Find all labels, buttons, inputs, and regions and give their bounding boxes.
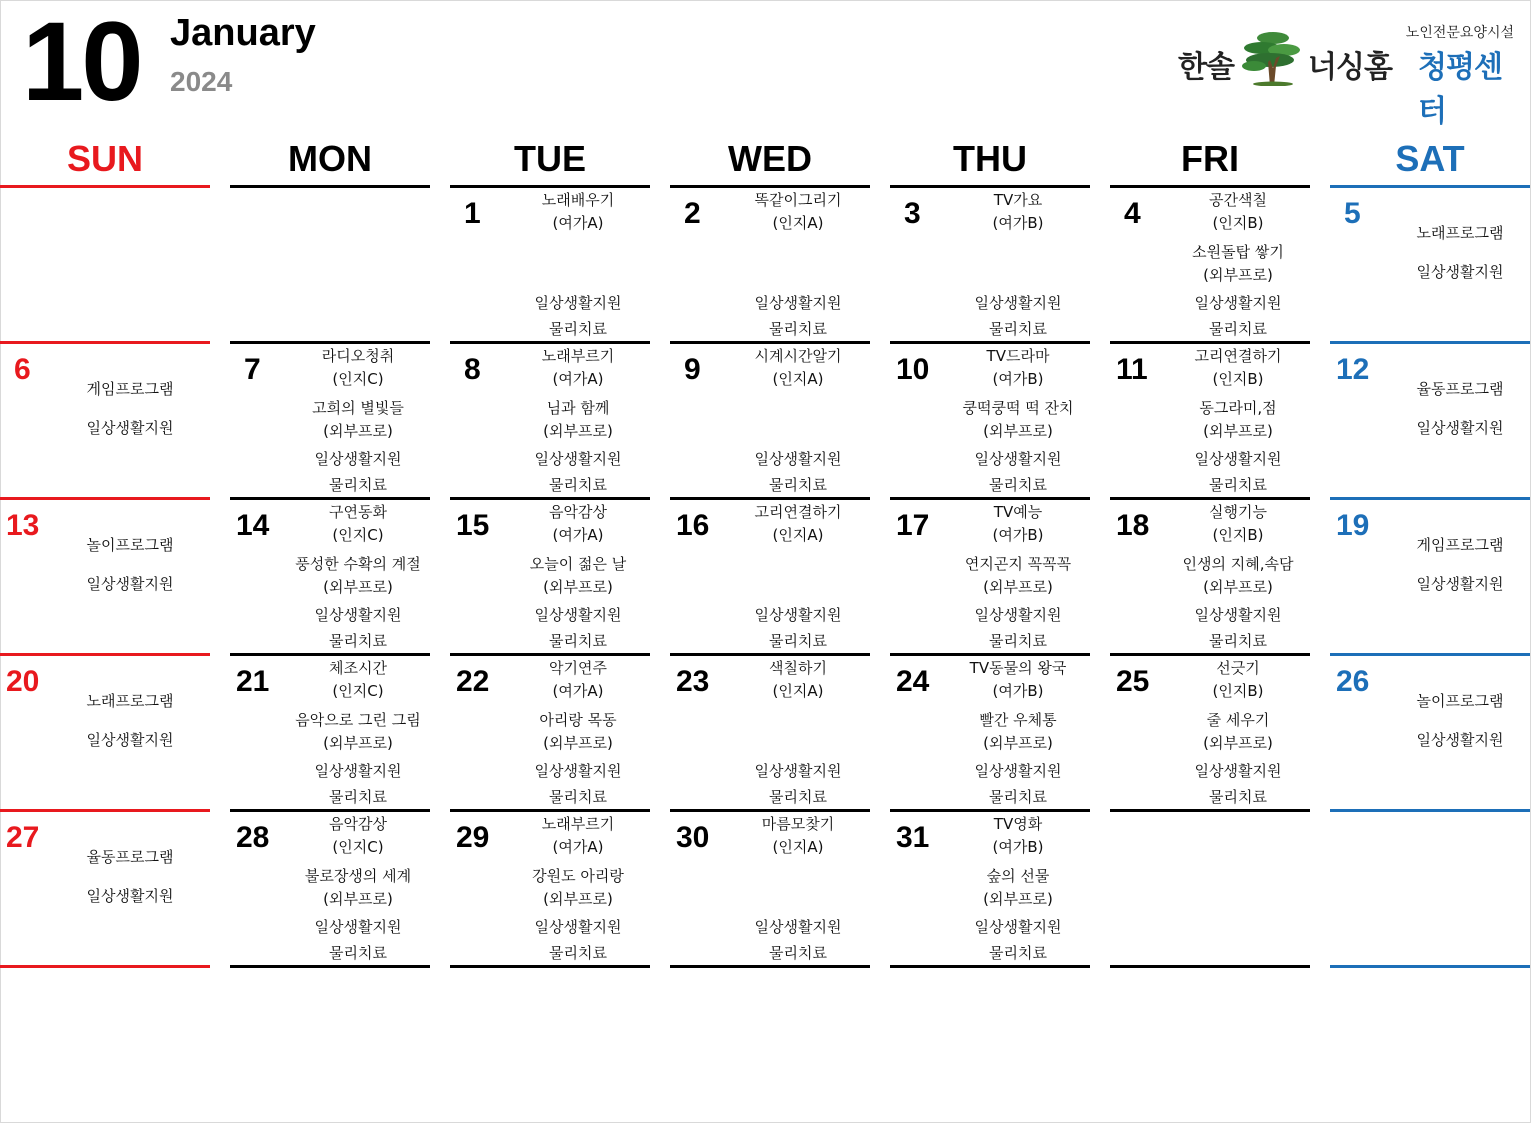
outside-program-group: (외부프로)	[543, 890, 613, 908]
daily-support: 일상생활지원	[86, 887, 174, 905]
week-divider	[230, 341, 430, 344]
activity-group: (인지C)	[332, 838, 384, 856]
activity-group: (여가A)	[552, 214, 604, 232]
physical-therapy: 물리치료	[769, 632, 827, 650]
daily-support: 일상생활지원	[974, 450, 1062, 468]
physical-therapy: 물리치료	[769, 476, 827, 494]
daily-support: 일상생활지원	[534, 450, 622, 468]
day-number: 5	[1344, 197, 1361, 230]
physical-therapy: 물리치료	[549, 788, 607, 806]
physical-therapy: 물리치료	[989, 944, 1047, 962]
daily-support: 일상생활지원	[974, 606, 1062, 624]
week-divider	[1330, 809, 1530, 812]
daily-support: 일상생활지원	[1416, 575, 1504, 593]
activity-title: 라디오청취	[321, 347, 395, 365]
outside-program: 님과 함께	[546, 399, 610, 417]
activity-title: TV영화	[993, 815, 1043, 833]
physical-therapy: 물리치료	[329, 632, 387, 650]
month-title: January	[170, 12, 316, 54]
week-divider	[1330, 497, 1530, 500]
weekend-program: 율동프로그램	[86, 848, 174, 866]
day-number: 2	[684, 197, 701, 230]
day-number: 22	[456, 665, 490, 698]
physical-therapy: 물리치료	[549, 632, 607, 650]
week-divider	[890, 653, 1090, 656]
day-number: 8	[464, 353, 481, 386]
daily-support: 일상생활지원	[314, 606, 402, 624]
outside-program: 오늘이 젊은 날	[529, 555, 627, 573]
outside-program-group: (외부프로)	[983, 734, 1053, 752]
daily-support: 일상생활지원	[86, 731, 174, 749]
activity-group: (여가A)	[552, 370, 604, 388]
daily-support: 일상생활지원	[534, 918, 622, 936]
activity-group: (여가B)	[992, 838, 1044, 856]
weekend-program: 게임프로그램	[1416, 536, 1504, 554]
activity-group: (인지B)	[1212, 526, 1264, 544]
activity-title: 구연동화	[329, 503, 387, 521]
outside-program-group: (외부프로)	[323, 890, 393, 908]
outside-program-group: (외부프로)	[1203, 266, 1273, 284]
daily-support: 일상생활지원	[534, 606, 622, 624]
daily-support: 일상생활지원	[754, 762, 842, 780]
week-divider	[670, 497, 870, 500]
week-divider	[230, 809, 430, 812]
daily-support: 일상생활지원	[974, 762, 1062, 780]
week-divider	[1330, 341, 1530, 344]
daily-support: 일상생활지원	[534, 762, 622, 780]
weekend-program: 놀이프로그램	[86, 536, 174, 554]
activity-group: (인지C)	[332, 682, 384, 700]
day-number: 13	[6, 509, 40, 542]
day-number: 6	[14, 353, 31, 386]
week-divider	[1110, 965, 1310, 968]
activity-title: 고리연결하기	[1194, 347, 1282, 365]
day-number: 26	[1336, 665, 1370, 698]
week-divider	[450, 185, 650, 188]
week-divider	[890, 497, 1090, 500]
physical-therapy: 물리치료	[769, 944, 827, 962]
outside-program: 풍성한 수확의 계절	[295, 555, 421, 573]
daily-support: 일상생활지원	[1194, 606, 1282, 624]
daily-support: 일상생활지원	[754, 606, 842, 624]
day-number: 9	[684, 353, 701, 386]
activity-group: (여가B)	[992, 370, 1044, 388]
day-number: 30	[676, 821, 710, 854]
day-number: 10	[896, 353, 930, 386]
week-divider	[450, 965, 650, 968]
weekend-program: 게임프로그램	[86, 380, 174, 398]
weekday-header-tue: TUE	[514, 138, 586, 179]
logo-name-part2: 너싱홈	[1308, 50, 1392, 85]
week-divider	[670, 653, 870, 656]
weekday-header-wed: WED	[728, 138, 812, 179]
activity-title: 실행기능	[1209, 503, 1267, 521]
physical-therapy: 물리치료	[329, 788, 387, 806]
activity-group: (인지A)	[772, 370, 824, 388]
daily-support: 일상생활지원	[1416, 263, 1504, 281]
day-number: 4	[1124, 197, 1141, 230]
activity-title: 마름모찾기	[761, 815, 835, 833]
week-divider	[1330, 965, 1530, 968]
weekend-program: 노래프로그램	[86, 692, 174, 710]
outside-program: 연지곤지 꼭꼭꼭	[964, 555, 1072, 573]
day-number: 25	[1116, 665, 1150, 698]
activity-group: (인지B)	[1212, 370, 1264, 388]
physical-therapy: 물리치료	[329, 476, 387, 494]
day-number: 15	[456, 509, 490, 542]
activity-group: (여가A)	[552, 838, 604, 856]
day-number: 1	[464, 197, 481, 230]
activity-group: (여가A)	[552, 526, 604, 544]
calendar-number: 10	[22, 0, 141, 124]
day-number: 17	[896, 509, 930, 542]
day-number: 16	[676, 509, 710, 542]
activity-title: TV드라마	[986, 347, 1050, 365]
weekend-program: 율동프로그램	[1416, 380, 1504, 398]
week-divider	[0, 341, 210, 344]
daily-support: 일상생활지원	[314, 762, 402, 780]
activity-group: (인지A)	[772, 214, 824, 232]
activity-group: (인지B)	[1212, 214, 1264, 232]
week-divider	[670, 185, 870, 188]
day-number: 23	[676, 665, 710, 698]
outside-program-group: (외부프로)	[983, 890, 1053, 908]
activity-title: 악기연주	[549, 659, 607, 677]
activity-group: (인지B)	[1212, 682, 1264, 700]
physical-therapy: 물리치료	[989, 320, 1047, 338]
physical-therapy: 물리치료	[549, 476, 607, 494]
daily-support: 일상생활지원	[1194, 450, 1282, 468]
daily-support: 일상생활지원	[314, 450, 402, 468]
outside-program-group: (외부프로)	[323, 422, 393, 440]
week-divider	[230, 965, 430, 968]
week-divider	[450, 653, 650, 656]
weekday-header-mon: MON	[288, 138, 372, 179]
weekday-header-sat: SAT	[1395, 138, 1465, 179]
outside-program-group: (외부프로)	[323, 734, 393, 752]
daily-support: 일상생활지원	[1416, 731, 1504, 749]
logo-name-part1: 한솔	[1178, 50, 1234, 85]
week-divider	[1110, 341, 1310, 344]
week-divider	[890, 185, 1090, 188]
outside-program: 쿵떡쿵떡 떡 잔치	[962, 399, 1074, 417]
activity-group: (인지A)	[772, 682, 824, 700]
outside-program-group: (외부프로)	[543, 422, 613, 440]
daily-support: 일상생활지원	[754, 294, 842, 312]
physical-therapy: 물리치료	[549, 944, 607, 962]
day-number: 29	[456, 821, 490, 854]
outside-program: 동그라미,점	[1199, 399, 1277, 417]
outside-program-group: (외부프로)	[543, 734, 613, 752]
physical-therapy: 물리치료	[989, 476, 1047, 494]
day-number: 7	[244, 353, 261, 386]
daily-support: 일상생활지원	[314, 918, 402, 936]
physical-therapy: 물리치료	[989, 632, 1047, 650]
physical-therapy: 물리치료	[1209, 320, 1267, 338]
weekday-header-thu: THU	[953, 138, 1027, 179]
physical-therapy: 물리치료	[769, 320, 827, 338]
activity-group: (여가B)	[992, 526, 1044, 544]
activity-title: 체조시간	[329, 659, 387, 677]
activity-title: 노래부르기	[541, 815, 615, 833]
week-divider	[1110, 809, 1310, 812]
week-divider	[450, 809, 650, 812]
activity-title: 선긋기	[1216, 659, 1260, 677]
physical-therapy: 물리치료	[549, 320, 607, 338]
week-divider	[890, 809, 1090, 812]
activity-title: TV가요	[993, 191, 1043, 209]
day-number: 24	[896, 665, 930, 698]
weekend-program: 놀이프로그램	[1416, 692, 1504, 710]
physical-therapy: 물리치료	[329, 944, 387, 962]
pine-tree-icon	[1240, 26, 1306, 86]
week-divider	[1330, 185, 1530, 188]
day-number: 28	[236, 821, 270, 854]
outside-program: 강원도 아리랑	[532, 867, 624, 885]
outside-program-group: (외부프로)	[543, 578, 613, 596]
activity-title: 노래부르기	[541, 347, 615, 365]
outside-program: 빨간 우체통	[979, 711, 1057, 729]
weekday-header-sun: SUN	[66, 138, 143, 179]
daily-support: 일상생활지원	[86, 419, 174, 437]
week-divider	[0, 653, 210, 656]
day-number: 18	[1116, 509, 1150, 542]
outside-program-group: (외부프로)	[1203, 578, 1273, 596]
day-number: 12	[1336, 353, 1370, 386]
activity-title: 시계시간알기	[754, 347, 842, 365]
activity-title: 색칠하기	[769, 659, 827, 677]
daily-support: 일상생활지원	[1194, 294, 1282, 312]
week-divider	[670, 341, 870, 344]
facility-logo	[1170, 18, 1520, 129]
activity-title: 똑같이그리기	[754, 191, 842, 209]
logo-subtitle: 노인전문요양시설	[1405, 25, 1514, 41]
day-number: 27	[6, 821, 40, 854]
day-number: 19	[1336, 509, 1370, 542]
week-divider	[0, 497, 210, 500]
week-divider	[1110, 653, 1310, 656]
activity-title: 음악감상	[549, 503, 607, 521]
daily-support: 일상생활지원	[86, 575, 174, 593]
outside-program: 고희의 별빛들	[312, 399, 404, 417]
outside-program-group: (외부프로)	[1203, 734, 1273, 752]
activity-title: 음악감상	[329, 815, 387, 833]
week-divider	[670, 965, 870, 968]
week-divider	[1110, 185, 1310, 188]
outside-program: 아리랑 목동	[539, 711, 617, 729]
daily-support: 일상생활지원	[754, 918, 842, 936]
physical-therapy: 물리치료	[769, 788, 827, 806]
day-number: 20	[6, 665, 40, 698]
day-number: 21	[236, 665, 270, 698]
outside-program-group: (외부프로)	[1203, 422, 1273, 440]
day-number: 3	[904, 197, 921, 230]
activity-group: (인지C)	[332, 526, 384, 544]
activity-group: (인지C)	[332, 370, 384, 388]
week-divider	[890, 341, 1090, 344]
week-divider	[1330, 653, 1530, 656]
week-divider	[450, 497, 650, 500]
week-divider	[1110, 497, 1310, 500]
daily-support: 일상생활지원	[1194, 762, 1282, 780]
outside-program: 줄 세우기	[1206, 711, 1270, 729]
year-label: 2024	[170, 66, 233, 97]
activity-group: (여가A)	[552, 682, 604, 700]
week-divider	[230, 185, 430, 188]
daily-support: 일상생활지원	[754, 450, 842, 468]
physical-therapy: 물리치료	[1209, 476, 1267, 494]
outside-program: 인생의 지혜,속담	[1182, 555, 1294, 573]
day-number: 14	[236, 509, 270, 542]
activity-title: 공간색칠	[1209, 191, 1267, 209]
activity-title: TV예능	[993, 503, 1043, 521]
weekend-program: 노래프로그램	[1416, 224, 1504, 242]
outside-program-group: (외부프로)	[983, 578, 1053, 596]
activity-title: TV동물의 왕국	[969, 659, 1067, 677]
logo-name-part3: 청평센터	[1418, 50, 1502, 129]
week-divider	[670, 809, 870, 812]
physical-therapy: 물리치료	[1209, 788, 1267, 806]
outside-program: 숲의 선물	[986, 867, 1050, 885]
activity-title: 고리연결하기	[754, 503, 842, 521]
daily-support: 일상생활지원	[974, 294, 1062, 312]
weekday-header-fri: FRI	[1181, 138, 1239, 179]
day-number: 31	[896, 821, 930, 854]
activity-group: (인지A)	[772, 526, 824, 544]
week-divider	[230, 497, 430, 500]
outside-program: 불로장생의 세계	[304, 867, 412, 885]
daily-support: 일상생활지원	[1416, 419, 1504, 437]
activity-group: (인지A)	[772, 838, 824, 856]
week-divider	[0, 185, 210, 188]
outside-program-group: (외부프로)	[983, 422, 1053, 440]
week-divider	[0, 809, 210, 812]
week-divider	[0, 965, 210, 968]
activity-group: (여가B)	[992, 682, 1044, 700]
outside-program: 음악으로 그린 그림	[295, 711, 421, 729]
outside-program: 소원돌탑 쌓기	[1192, 243, 1284, 261]
day-number: 11	[1116, 353, 1148, 386]
activity-title: 노래배우기	[541, 191, 615, 209]
daily-support: 일상생활지원	[974, 918, 1062, 936]
daily-support: 일상생활지원	[534, 294, 622, 312]
physical-therapy: 물리치료	[1209, 632, 1267, 650]
activity-group: (여가B)	[992, 214, 1044, 232]
week-divider	[890, 965, 1090, 968]
physical-therapy: 물리치료	[989, 788, 1047, 806]
outside-program-group: (외부프로)	[323, 578, 393, 596]
week-divider	[230, 653, 430, 656]
week-divider	[450, 341, 650, 344]
